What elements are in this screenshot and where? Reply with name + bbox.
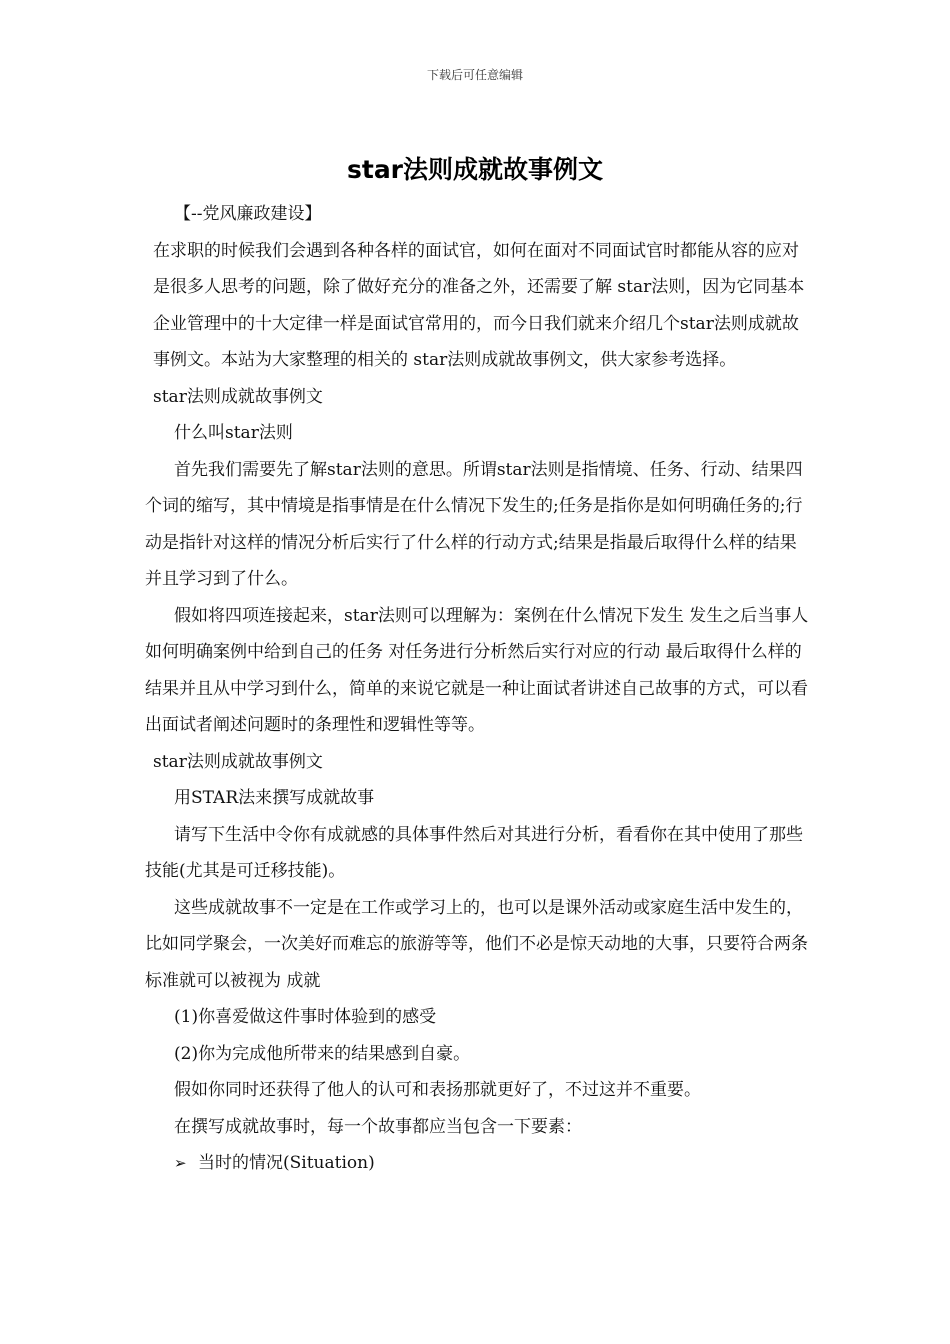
paragraph-2: 假如将四项连接起来，star法则可以理解为：案例在什么情况下发生 发生之后当事人如何明确案例中给到自己的任务 对任务进行分析然后实行对应的行动 最后取得什么样的结果并且从中学习到什么，简单的来说它就是一种让面试者讲述自己故事的方式，可以看出面试者阐述问题时的条理性和逻辑性等等。 xyxy=(145,605,809,735)
subheading-2: star法则成就故事例文 xyxy=(153,751,323,772)
bullet-item-1 xyxy=(145,1145,813,1182)
subheading-1: star法则成就故事例文 xyxy=(153,386,323,407)
paragraph-4: 这些成就故事不一定是在工作或学习上的，也可以是课外活动或家庭生活中发生的，比如同学聚会，一次美好而难忘的旅游等等，他们不必是惊天动地的大事，只要符合两条标准就可以被视为 成就 xyxy=(145,897,808,991)
subtitle-line: 用STAR法来撰写成就故事 xyxy=(174,788,375,808)
paragraph-1: 首先我们需要先了解star法则的意思。所谓star法则是指情境、任务、行动、结果四个词的缩写，其中情境是指事情是在什么情况下发生的;任务是指你是如何明确任务的;行动是指针对这样的情况分析后实行了什么样的行动方式;结果是指最后取得什么样的结果并且学习到了什么。 xyxy=(145,459,803,589)
document-title: star法则成就故事例文 xyxy=(346,155,604,184)
arrow-bullet-icon: ➢ xyxy=(174,1154,187,1172)
intro-paragraph: 在求职的时候我们会遇到各种各样的面试官，如何在面对不同面试官时都能从容的应对是很多人思考的问题，除了做好充分的准备之外，还需要了解 star法则，因为它同基本企业管理中的十大定律一样是面试官常用的，而今日我们就来介绍几个star法则成就故事例文。本站为大家整理的相关的 star法则成就故事例文，供大家参考选择。 xyxy=(153,240,805,370)
bullet-item-1-text: 当时的情况(Situation) xyxy=(198,1153,375,1173)
header-note: 下载后可任意编辑 xyxy=(426,68,523,82)
paragraph-6: 在撰写成就故事时，每一个故事都应当包含一下要素： xyxy=(174,1116,582,1137)
tag-line: 【--党风廉政建设】 xyxy=(174,204,322,224)
list-item-2: (2)你为完成他所带来的结果感到自豪。 xyxy=(174,1043,471,1064)
question-line: 什么叫star法则 xyxy=(174,423,293,443)
paragraph-3: 请写下生活中令你有成就感的具体事件然后对其进行分析，看看你在其中使用了那些技能(尤其是可迁移技能)。 xyxy=(145,824,803,881)
list-item-1: (1)你喜爱做这件事时体验到的感受 xyxy=(174,1007,437,1027)
paragraph-5: 假如你同时还获得了他人的认可和表扬那就更好了，不过这并不重要。 xyxy=(174,1080,701,1100)
document-body xyxy=(145,196,813,1182)
